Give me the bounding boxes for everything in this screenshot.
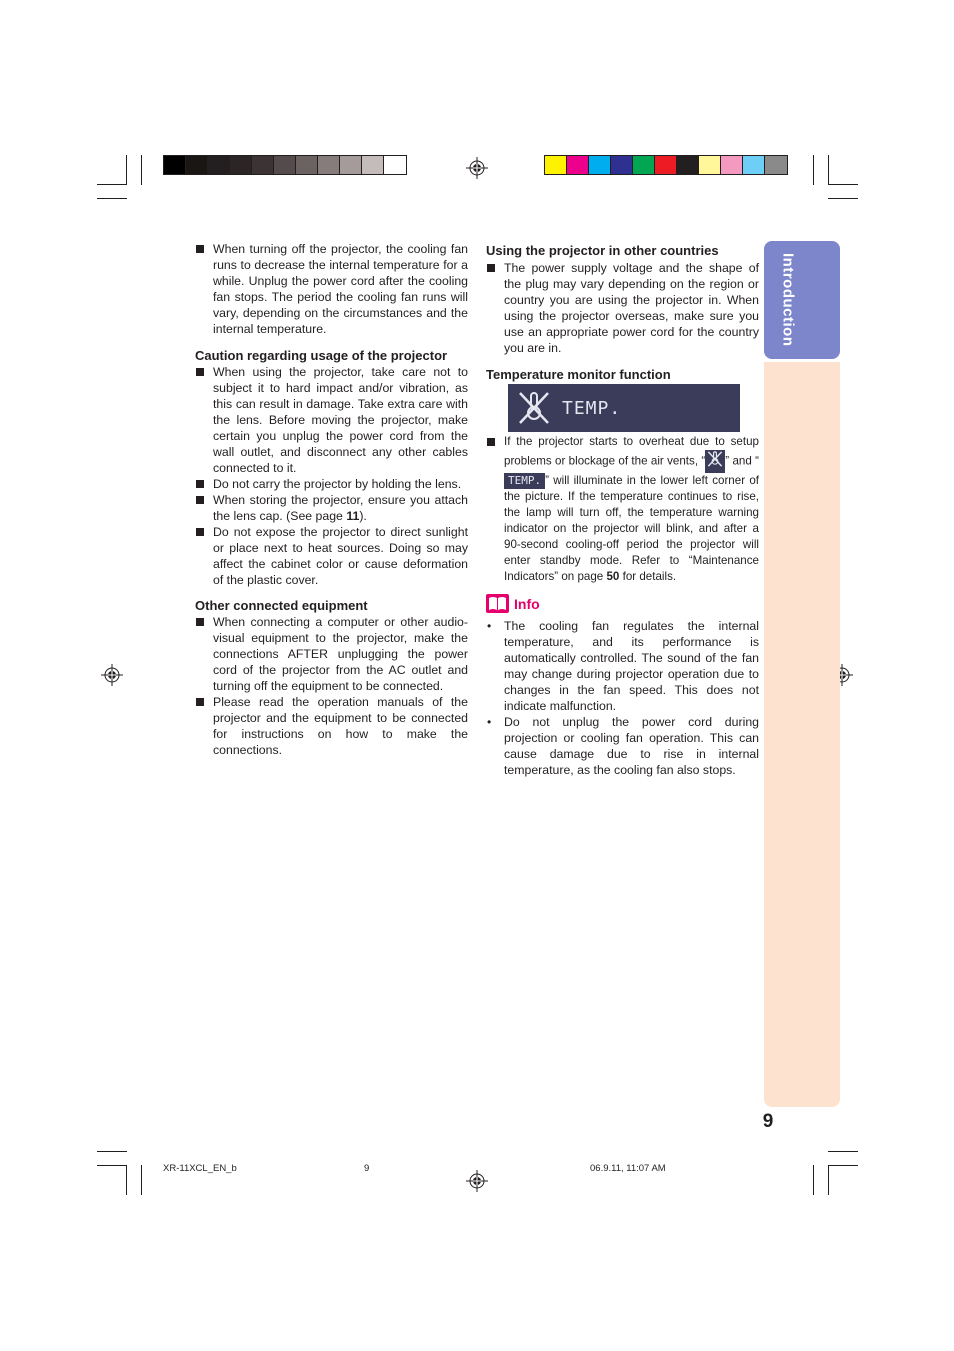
footer-page: 9 [364,1163,370,1174]
section-heading: Using the projector in other countries [486,243,719,258]
section-tab-label: Introduction [779,253,797,347]
temp-display-text: TEMP. [562,397,622,419]
page-reference: 11 [346,509,360,523]
grayscale-swatch [340,156,362,174]
temperature-warning-icon [705,450,725,468]
inline-temp-label: TEMP. [504,473,545,489]
info-heading [486,594,540,613]
color-swatch [677,156,699,174]
list-item: The power supply voltage and the shape of the plug may vary depending on the region or country you are using the projector in. When using the projector overseas, make sure you use an appropriate power cord for the country you are in. [486,260,759,356]
list-item-text: ). [359,509,367,523]
color-swatch [589,156,611,174]
grayscale-swatch [186,156,208,174]
left-column [195,241,468,758]
list-item: When connecting a computer or other audio-visual equipment to the projector, make the connections AFTER unplugging the power cord of the projector from the AC outlet and turning off the equipment to be connected. [195,614,468,694]
right-column-top [486,243,759,383]
list-item [195,492,468,524]
list-item: Do not carry the projector by holding the lens. [195,476,468,492]
grayscale-swatch [164,156,186,174]
footer-file: XR-11XCL_EN_b [163,1163,237,1174]
grayscale-swatch [318,156,340,174]
color-swatch [633,156,655,174]
temp-display-panel [508,384,740,432]
grayscale-calibration-bar [163,155,407,175]
grayscale-swatch [252,156,274,174]
right-column-info [486,618,759,778]
color-swatch [721,156,743,174]
page-reference: 50 [606,570,620,584]
color-swatch [655,156,677,174]
list-item: When turning off the projector, the cooling fan runs to decrease the internal temperature for a while. Unplug the power cord after the cooling fan stops. The period the cooling fan runs will vary, depending on the circumstances and the internal temperature. [195,241,468,337]
list-item: When using the projector, take care not to subject it to hard impact and/or vibration, as this can result in damage. Take extra care with the lens. Before moving the projector, make certain you unplug the power cord from the wall outlet, and disconnect any other cables connected to it. [195,364,468,476]
list-item-text: ” will illuminate in the lower left corner of the picture. If the temperature continues to rise, the lamp will turn off, the temperature warning indicator on the projector will blink, and after a 90-second cooling-off period the projector will enter standby mode. Refer to “Maintenance Indicators” on page [504,474,759,584]
inline-temperature-icon-wrap [705,450,725,473]
color-calibration-bar [544,155,788,175]
list-item-text: ” and “ [725,454,759,468]
grayscale-swatch [208,156,230,174]
grayscale-swatch [274,156,296,174]
section-heading: Temperature monitor function [486,367,671,382]
color-swatch [699,156,721,174]
list-item: Do not expose the projector to direct sunlight or place next to heat sources. Doing so may affect the cabinet color or cause deformation of the plastic cover. [195,524,468,588]
grayscale-swatch [384,156,406,174]
color-swatch [567,156,589,174]
grayscale-swatch [296,156,318,174]
registration-mark-icon [466,1170,488,1192]
list-item-text: for details. [619,570,677,584]
color-swatch [743,156,765,174]
page-number: 9 [762,1111,774,1132]
color-swatch [545,156,567,174]
list-item [486,434,759,585]
footer-timestamp: 06.9.11, 11:07 AM [590,1163,666,1174]
section-tab-label-wrap [764,241,812,359]
grayscale-swatch [362,156,384,174]
book-icon [486,594,509,613]
list-item-text: If the projector starts to overheat due to setup problems or blockage of the air vents, “ [504,435,759,468]
right-column-temp [486,434,759,585]
color-swatch [765,156,787,174]
color-swatch [611,156,633,174]
info-heading-label: Info [514,595,540,612]
sidebar-panel [764,362,840,1107]
list-item-text: When storing the projector, ensure you attach the lens cap. (See page [213,493,468,523]
grayscale-swatch [230,156,252,174]
registration-mark-icon [466,157,488,179]
registration-mark-icon [101,664,123,686]
list-item: • The cooling fan regulates the internal temperature, and its performance is automatically controlled. The sound of the fan may change during projector operation due to changes in the fan speed. This does not indicate malfunction. [486,618,759,714]
section-heading: Other connected equipment [195,598,368,613]
list-item: • Do not unplug the power cord during projection or cooling fan operation. This can cause damage due to rise in internal temperature, as the cooling fan also stops. [486,714,759,778]
list-item: Please read the operation manuals of the projector and the equipment to be connected for instructions on how to make the connections. [195,694,468,758]
section-heading: Caution regarding usage of the projector [195,348,448,363]
temperature-warning-icon [516,389,552,427]
